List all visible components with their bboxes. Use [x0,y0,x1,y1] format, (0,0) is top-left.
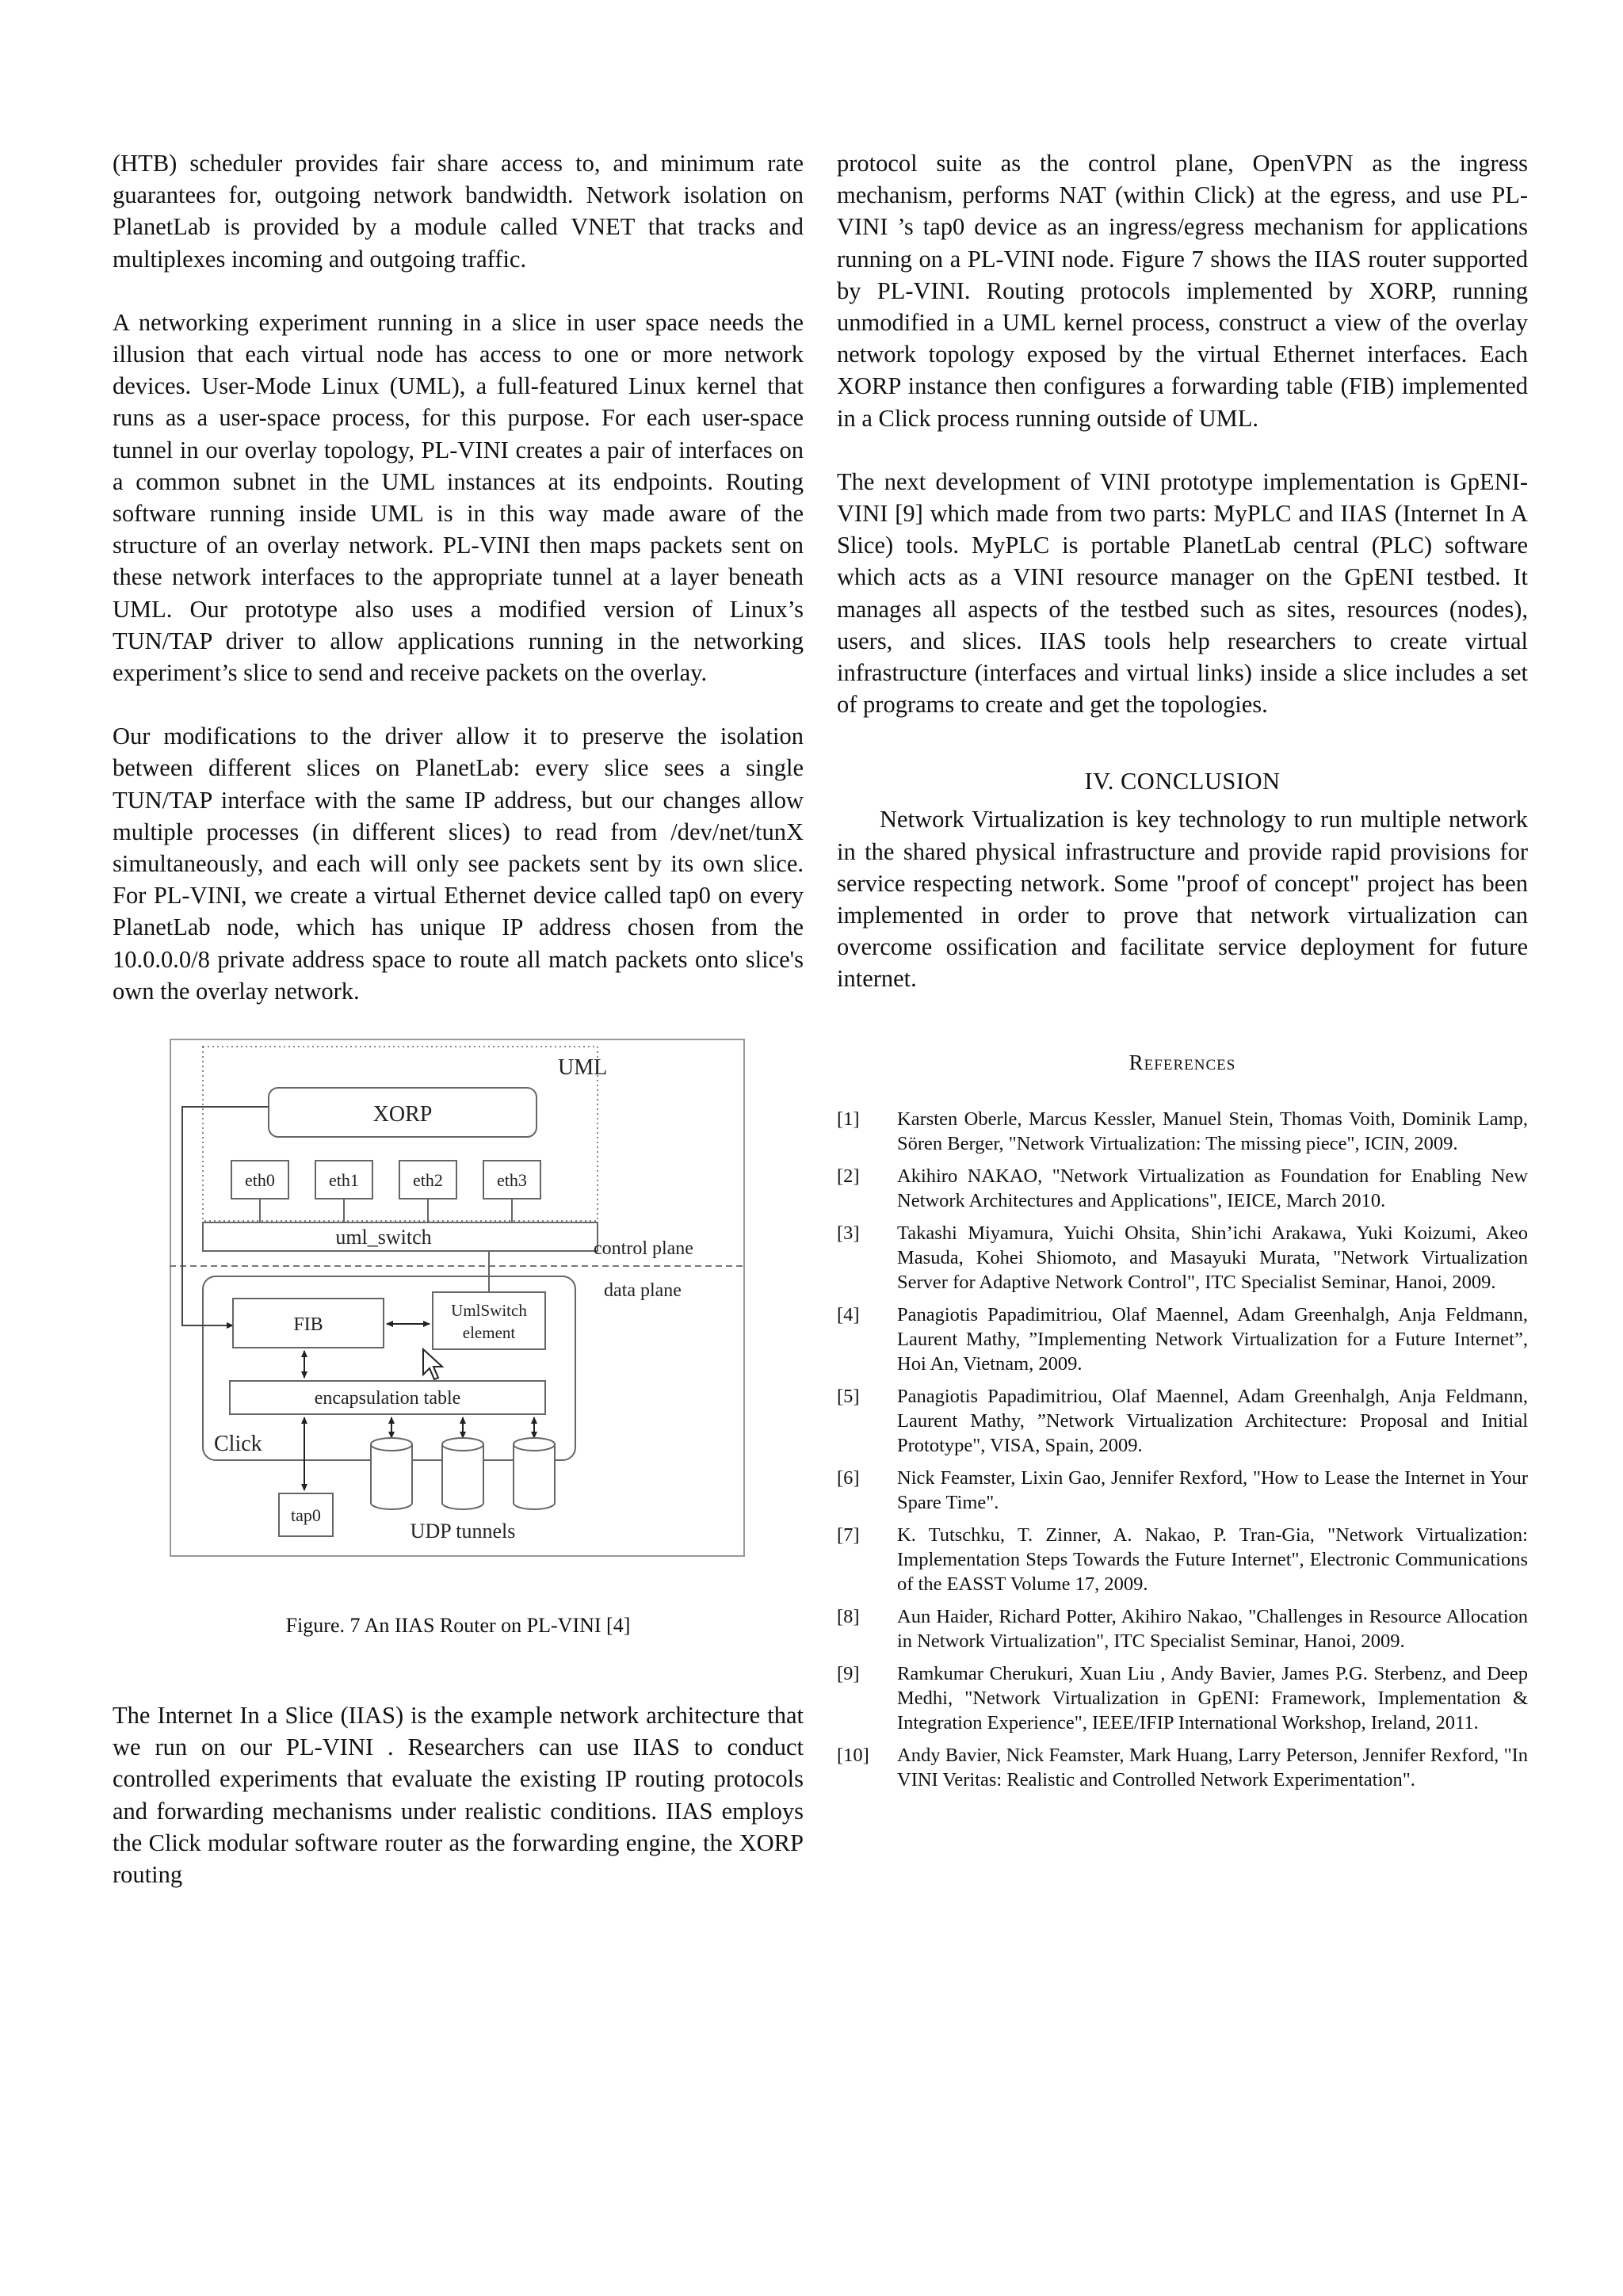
reference-number: [10] [837,1744,869,1766]
paragraph-protocol-suite: protocol suite as the control plane, OpenVPN as the ingress mechanism, performs NAT (within Click) at the egress, and use PL-VINI ’s tap0 device as an ingress/egress mechanism for applications running on a PL-VINI node. Figure 7 shows the IIAS router supported by PL-VINI. Routing protocols implemented by XORP, running unmodified in a UML kernel process, construct a view of the overlay network topology exposed by the virtual Ethernet interfaces. Each XORP instance then configures a forwarding table (FIB) implemented in a Click process running outside of UML. [837,150,1528,432]
eth2-label: eth2 [413,1170,443,1191]
reference-text: Panagiotis Papadimitriou, Olaf Maennel, Adam Greenhalgh, Anja Feldmann, Laurent Mathy, ”Implementing Network Virtualization for a Future Internet”, Hoi An, Vietnam, 2009. [897,1303,1528,1375]
udp-tunnel-cylinder-2 [442,1438,483,1509]
reference-item [837,1743,1528,1792]
reference-number: [1] [837,1108,860,1130]
figure-iias-router [113,1039,804,1672]
umlswitch-element-line2: element [462,1323,516,1343]
references-list [837,1107,1528,1792]
udp-tunnel-cylinder-3 [514,1438,555,1509]
udp-tunnel-cylinder-1 [371,1438,412,1509]
reference-text: Nick Feamster, Lixin Gao, Jennifer Rexford, "How to Lease the Internet in Your Spare Time". [897,1466,1528,1513]
fib-label: FIB [293,1314,323,1336]
reference-item [837,1523,1528,1596]
control-plane-label: control plane [594,1238,693,1260]
reference-number: [2] [837,1165,860,1187]
reference-number: [9] [837,1662,860,1684]
reference-text: Andy Bavier, Nick Feamster, Mark Huang, Larry Peterson, Jennifer Rexford, "In VINI Veritas: Realistic and Controlled Network Experimentation". [897,1744,1528,1791]
reference-number: [5] [837,1385,860,1407]
uml-label: UML [558,1055,608,1081]
eth3-label: eth3 [497,1170,527,1191]
data-plane-label: data plane [604,1280,682,1302]
reference-text: Karsten Oberle, Marcus Kessler, Manuel Stein, Thomas Voith, Dominik Lamp, Sören Berger, "Network Virtualization: The missing piece", ICIN, 2009. [897,1108,1528,1154]
reference-number: [8] [837,1605,860,1627]
click-label: Click [214,1432,262,1457]
reference-item [837,1107,1528,1156]
eth0-label: eth0 [245,1170,275,1191]
right-column [837,147,1528,1800]
uml-switch-label: uml_switch [335,1226,432,1249]
figure-diagram [170,1039,745,1557]
reference-item [837,1302,1528,1376]
udp-tunnels-label: UDP tunnels [410,1520,516,1543]
reference-number: [3] [837,1222,860,1244]
section-heading-references: References [1128,1050,1236,1074]
paragraph-iias: The Internet In a Slice (IIAS) is the example network architecture that we run on our PL-VINI . Researchers can use IIAS to conduct controlled experiments that evaluate the existing IP routing protocols and forwarding mechanisms under realistic conditions. IIAS employs the Click modular software router as the forwarding engine, the XORP routing [113,1702,804,1889]
figure-caption: Figure. 7 An IIAS Router on PL-VINI [4] [285,1614,631,1638]
reference-item [837,1466,1528,1515]
reference-item [837,1384,1528,1458]
eth1-label: eth1 [329,1170,359,1191]
paragraph-gpeni: The next development of VINI prototype implementation is GpENI-VINI [9] which made from two parts: MyPLC and IIAS (Internet In A Slice) tools. MyPLC is portable PlanetLab central (PLC) software which acts as a VINI resource manager on the GpENI testbed. It manages all aspects of the testbed such as sites, resources (nodes), users, and slices. IIAS tools help researchers to create virtual infrastructure (interfaces and virtual links) inside a slice includes a set of programs to create and get the topologies. [837,467,1528,719]
encapsulation-table-label: encapsulation table [314,1388,461,1409]
reference-item [837,1604,1528,1653]
section-heading-conclusion: IV. CONCLUSION [1084,768,1281,795]
reference-item [837,1221,1528,1295]
reference-number: [6] [837,1466,860,1489]
reference-text: K. Tutschku, T. Zinner, A. Nakao, P. Tran-Gia, "Network Virtualization: Implementation Steps Towards the Future Internet", Electronic Communications of the EASST Volume 17, 2009. [897,1524,1528,1595]
reference-text: Akihiro NAKAO, "Network Virtualization as Foundation for Enabling New Network Architectures and Applications", IEICE, March 2010. [897,1165,1528,1211]
paragraph-htb: (HTB) scheduler provides fair share access to, and minimum rate guarantees for, outgoing network bandwidth. Network isolation on PlanetLab is provided by a module called VNET that tracks and multiplexes incoming and outgoing traffic. [113,150,804,273]
paragraph-driver: Our modifications to the driver allow it to preserve the isolation between different slices on PlanetLab: every slice sees a single TUN/TAP interface with the same IP address, but our changes allow multiple processes (in different slices) to read from /dev/net/tunX simultaneously, and each will only see packets sent by its own slice. For PL-VINI, we create a virtual Ethernet device called tap0 on every PlanetLab node, which has unique IP address chosen from the 10.0.0.0/8 private address space to route all match packets onto slice's own the overlay network. [113,723,804,1005]
left-column [113,147,804,1922]
reference-text: Ramkumar Cherukuri, Xuan Liu , Andy Bavier, James P.G. Sterbenz, and Deep Medhi, "Network Virtualization in GpENI: Framework, Implementation & Integration Experience", IEEE/IFIP International Workshop, Ireland, 2011. [897,1662,1528,1733]
reference-item [837,1164,1528,1213]
reference-number: [4] [837,1303,860,1325]
umlswitch-element-line1: UmlSwitch [451,1301,527,1321]
paragraph-uml: A networking experiment running in a slice in user space needs the illusion that each virtual node has access to one or more network devices. User-Mode Linux (UML), a full-featured Linux kernel that runs as a user-space process, for this purpose. For each user-space tunnel in our overlay topology, PL-VINI creates a pair of interfaces on a common subnet in the UML instances at its endpoints. Routing software running inside UML is in this way made aware of the structure of an overlay network. PL-VINI then maps packets sent on these network interfaces to the appropriate tunnel at a layer beneath UML. Our prototype also uses a modified version of Linux’s TUN/TAP driver to allow applications running in the networking experiment’s slice to send and receive packets on the overlay. [113,308,804,687]
xorp-label: XORP [372,1102,433,1127]
reference-text: Aun Haider, Richard Potter, Akihiro Nakao, "Challenges in Resource Allocation in Network Virtualization", ITC Specialist Seminar, Hanoi, 2009. [897,1605,1528,1652]
reference-number: [7] [837,1524,860,1546]
reference-text: Panagiotis Papadimitriou, Olaf Maennel, Adam Greenhalgh, Anja Feldmann, Laurent Mathy, ”Network Virtualization Architecture: Proposal and Initial Prototype", VISA, Spain, 2009. [897,1385,1528,1456]
tap0-label: tap0 [291,1505,321,1526]
reference-item [837,1661,1528,1735]
paragraph-conclusion: Network Virtualization is key technology to run multiple network in the shared physical infrastructure and provide rapid provisions for service respecting network. Some "proof of concept" project has been implemented in order to prove that network virtualization can overcome ossification and facilitate service deployment for future internet. [837,806,1528,993]
reference-text: Takashi Miyamura, Yuichi Ohsita, Shin’ichi Arakawa, Yuki Koizumi, Akeo Masuda, Kohei Shiomoto, and Masayuki Murata, "Network Virtualization Server for Adaptive Network Control", ITC Specialist Seminar, Hanoi, 2009. [897,1222,1528,1293]
